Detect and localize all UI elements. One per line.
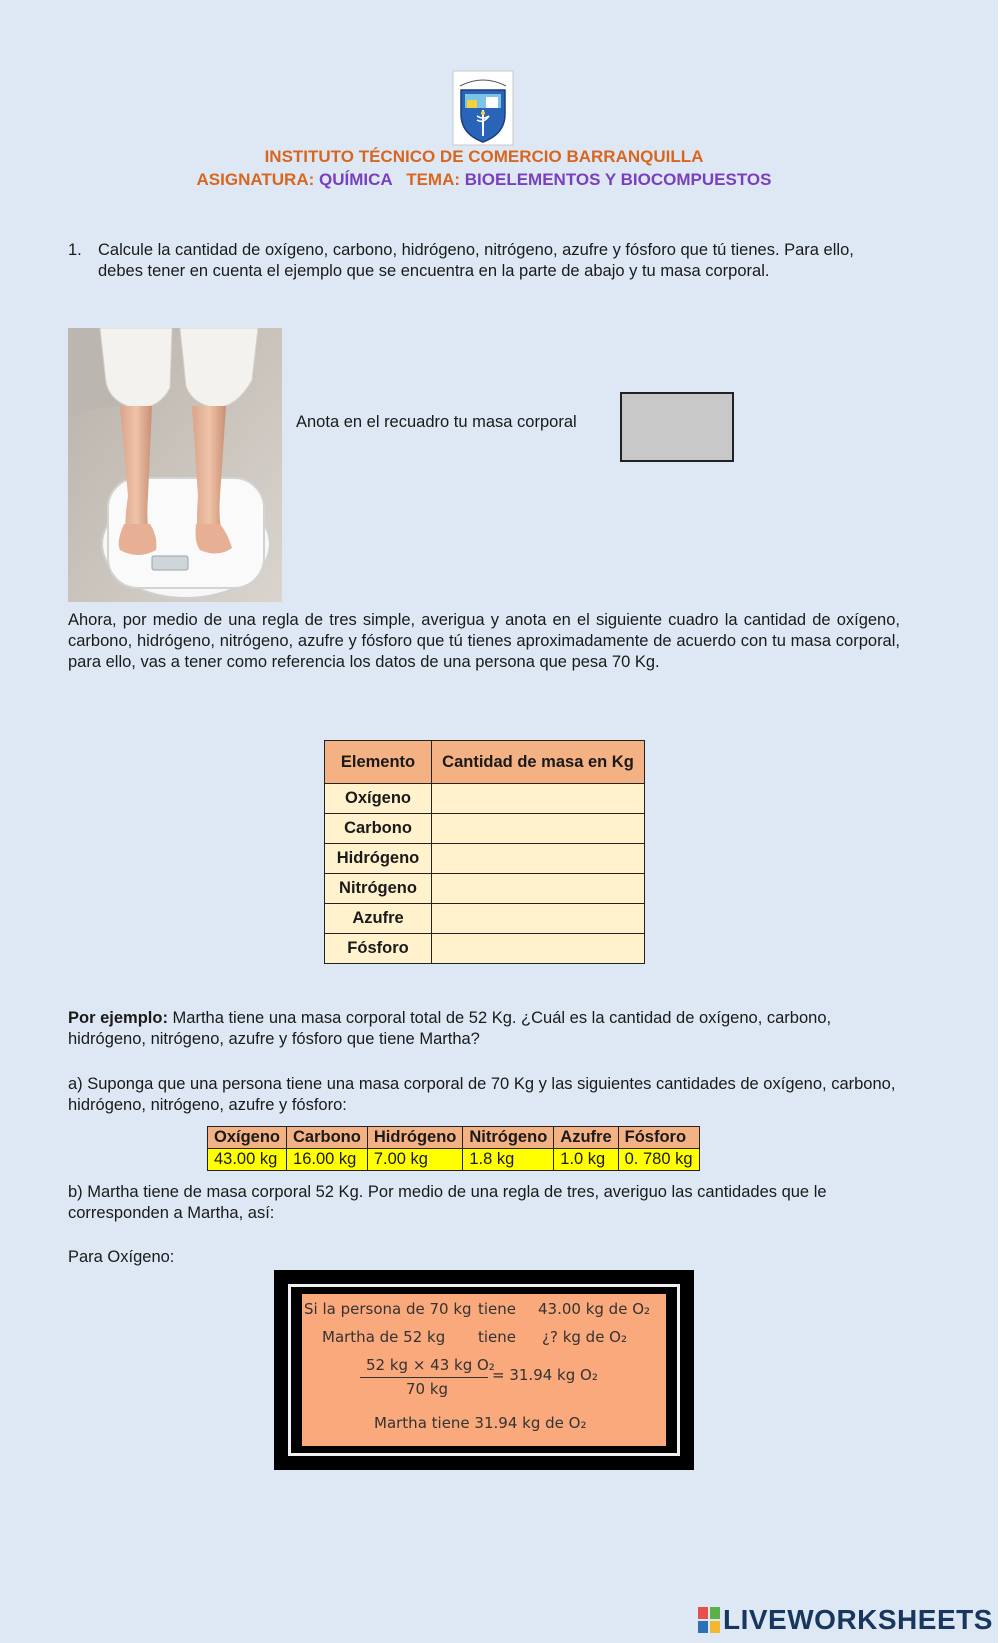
subject-label: ASIGNATURA: bbox=[196, 170, 315, 189]
value-cell: 1.8 kg bbox=[463, 1149, 554, 1171]
calc-row1-b: tiene bbox=[478, 1300, 517, 1318]
table-row bbox=[325, 814, 645, 844]
value-cell: 1.0 kg bbox=[554, 1149, 618, 1171]
reference-mass-table bbox=[207, 1126, 700, 1171]
answer-input-hidrogeno[interactable] bbox=[432, 844, 644, 873]
question-1 bbox=[68, 240, 898, 282]
header-cell: Fósforo bbox=[618, 1127, 699, 1149]
example-text: Martha tiene una masa corporal total de 52 Kg. ¿Cuál es la cantidad de oxígeno, carbono, hidrógeno, nitrógeno, azufre y fósforo que tiene Martha? bbox=[68, 1009, 832, 1048]
calc-row1-a: Si la persona de 70 kg bbox=[304, 1300, 472, 1318]
calc-row1-c: 43.00 kg de O₂ bbox=[538, 1300, 651, 1318]
calc-row2-b: tiene bbox=[478, 1328, 517, 1346]
header-elemento: Elemento bbox=[325, 741, 432, 784]
liveworksheets-logo bbox=[698, 1604, 993, 1636]
value-cell: 0. 780 kg bbox=[618, 1149, 699, 1171]
calc-row2-c: ¿? kg de O₂ bbox=[542, 1328, 628, 1346]
element-mass-table bbox=[324, 740, 645, 964]
example-paragraph bbox=[68, 1008, 900, 1050]
element-name: Fósforo bbox=[325, 934, 432, 964]
subject-value: QUÍMICA bbox=[319, 170, 393, 189]
header-cell: Azufre bbox=[554, 1127, 618, 1149]
answer-input-azufre[interactable] bbox=[432, 904, 644, 933]
answer-cell-oxigeno[interactable] bbox=[432, 784, 645, 814]
header-cell: Nitrógeno bbox=[463, 1127, 554, 1149]
liveworksheets-icon bbox=[698, 1607, 720, 1633]
mass-prompt: Anota en el recuadro tu masa corporal bbox=[296, 413, 577, 431]
brand-name: LIVEWORKSHEETS bbox=[723, 1604, 993, 1635]
answer-cell-hidrogeno[interactable] bbox=[432, 844, 645, 874]
calculation-content bbox=[302, 1294, 666, 1446]
question-number: 1. bbox=[68, 241, 82, 259]
value-cell: 16.00 kg bbox=[287, 1149, 368, 1171]
answer-input-fosforo[interactable] bbox=[432, 934, 644, 963]
calc-denominator: 70 kg bbox=[406, 1380, 449, 1398]
value-cell: 7.00 kg bbox=[367, 1149, 463, 1171]
question-text: Calcule la cantidad de oxígeno, carbono, hidrógeno, nitrógeno, azufre y fósforo que tú tienes. Para ello, debes tener en cuenta el ejemplo que se encuentra en la parte de abajo y tu masa corporal. bbox=[98, 241, 854, 280]
answer-cell-azufre[interactable] bbox=[432, 904, 645, 934]
bathroom-scale-photo bbox=[68, 328, 282, 602]
step-a: a) Suponga que una persona tiene una masa corporal de 70 Kg y las siguientes cantidades de oxígeno, carbono, hidrógeno, nitrógeno, azufre y fósforo: bbox=[68, 1075, 896, 1114]
element-name: Azufre bbox=[325, 904, 432, 934]
answer-cell-nitrogeno[interactable] bbox=[432, 874, 645, 904]
table-row bbox=[208, 1149, 700, 1171]
element-name: Oxígeno bbox=[325, 784, 432, 814]
instructions-paragraph: Ahora, por medio de una regla de tres simple, averigua y anota en el siguiente cuadro la cantidad de oxígeno, carbono, hidrógeno, nitrógeno, azufre y fósforo que tú tienes aproximadamente de acuerdo con tu masa corporal, para ello, vas a tener como referencia los datos de una persona que pesa 70 Kg. bbox=[68, 611, 900, 671]
table-row bbox=[325, 904, 645, 934]
element-name: Carbono bbox=[325, 814, 432, 844]
table-row bbox=[325, 874, 645, 904]
answer-cell-carbono[interactable] bbox=[432, 814, 645, 844]
table-header-row bbox=[208, 1127, 700, 1149]
value-cell: 43.00 kg bbox=[208, 1149, 287, 1171]
answer-cell-fosforo[interactable] bbox=[432, 934, 645, 964]
header-cell: Carbono bbox=[287, 1127, 368, 1149]
element-name: Nitrógeno bbox=[325, 874, 432, 904]
fraction-bar bbox=[360, 1377, 488, 1378]
answer-input-carbono[interactable] bbox=[432, 814, 644, 843]
table-row bbox=[325, 784, 645, 814]
header-cell: Oxígeno bbox=[208, 1127, 287, 1149]
answer-input-oxigeno[interactable] bbox=[432, 784, 644, 813]
example-lead: Por ejemplo: bbox=[68, 1009, 168, 1027]
topic-value: BIOELEMENTOS Y BIOCOMPUESTOS bbox=[464, 170, 772, 189]
calc-numerator: 52 kg × 43 kg O₂ bbox=[366, 1356, 495, 1374]
topic-label: TEMA: bbox=[406, 170, 461, 189]
body-mass-input[interactable] bbox=[620, 392, 734, 462]
table-row bbox=[325, 844, 645, 874]
header-cell: Hidrógeno bbox=[367, 1127, 463, 1149]
calc-result: = 31.94 kg O₂ bbox=[492, 1366, 598, 1384]
school-name: INSTITUTO TÉCNICO DE COMERCIO BARRANQUILLA bbox=[264, 147, 704, 166]
element-name: Hidrógeno bbox=[325, 844, 432, 874]
para-oxigeno-label: Para Oxígeno: bbox=[68, 1248, 175, 1266]
header-cantidad: Cantidad de masa en Kg bbox=[432, 741, 645, 784]
table-row bbox=[325, 934, 645, 964]
school-crest-icon bbox=[452, 70, 514, 146]
table-header-row bbox=[325, 741, 645, 784]
subject-line bbox=[0, 170, 968, 190]
step-b: b) Martha tiene de masa corporal 52 Kg. Por medio de una regla de tres, averiguo las cantidades que le corresponden a Martha, así: bbox=[68, 1183, 827, 1222]
calc-conclusion: Martha tiene 31.94 kg de O₂ bbox=[374, 1414, 587, 1432]
answer-input-nitrogeno[interactable] bbox=[432, 874, 644, 903]
calculation-example-box bbox=[274, 1270, 694, 1470]
calc-row2-a: Martha de 52 kg bbox=[322, 1328, 446, 1346]
